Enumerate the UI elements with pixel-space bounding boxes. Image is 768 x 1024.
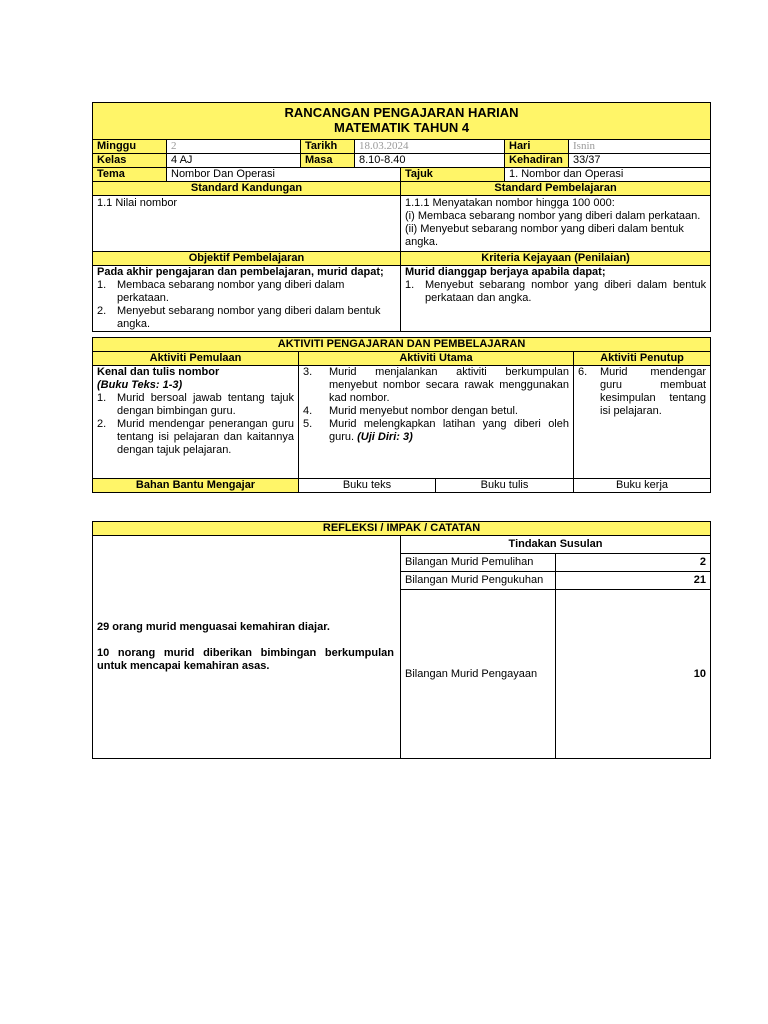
minggu-label: Minggu xyxy=(93,140,167,154)
pemulaan-label: Aktiviti Pemulaan xyxy=(93,352,299,366)
tema-value: Nombor Dan Operasi xyxy=(167,168,401,182)
masa-label: Masa xyxy=(301,154,355,168)
utama-content xyxy=(299,366,574,479)
list-item: 6. Murid mendengar guru membuat kesimpulan tentang isi pelajaran. xyxy=(578,366,707,417)
list-item: 1. Murid bersoal jawab tentang tajuk dengan bimbingan guru. xyxy=(97,392,294,417)
bbm-item-buku-teks: Buku teks xyxy=(299,479,436,493)
refleksi-note-2: 10 norang murid diberikan bimbingan berkumpulan untuk mencapai kemahiran asas. xyxy=(97,647,394,672)
masa-value: 8.10-8.40 xyxy=(355,154,505,168)
objektif-intro: Pada akhir pengajaran dan pembelajaran, murid dapat; xyxy=(97,266,384,278)
sp-line-1: 1.1.1 Menyatakan nombor hingga 100 000: xyxy=(405,197,615,209)
list-item: 5. Murid melengkapkan latihan yang diberi oleh guru. (Uji Diri: 3) xyxy=(303,418,569,443)
kriteria-label: Kriteria Kejayaan (Penilaian) xyxy=(401,252,711,266)
minggu-value: 2 xyxy=(167,140,301,154)
standard-pembelajaran-label: Standard Pembelajaran xyxy=(401,182,711,196)
rph-title xyxy=(93,103,711,140)
list-item: 4. Murid menyebut nombor dengan betul. xyxy=(303,405,518,417)
title-line-2: MATEMATIK TAHUN 4 xyxy=(334,120,470,135)
penutup-content xyxy=(574,366,711,479)
pemulaan-content xyxy=(93,366,299,479)
standard-kandungan-value: 1.1 Nilai nombor xyxy=(93,196,401,252)
standard-kandungan-label: Standard Kandungan xyxy=(93,182,401,196)
list-item: 1. Membaca sebarang nombor yang diberi dalam perkataan. xyxy=(97,279,345,304)
objektif-list xyxy=(97,279,396,331)
uji-diri-ref: (Uji Diri: 3) xyxy=(357,431,413,443)
refleksi-notes xyxy=(93,536,401,759)
pemulihan-value: 2 xyxy=(556,554,711,572)
kehadiran-value: 33/37 xyxy=(569,154,711,168)
list-item: 3. Murid menjalankan aktiviti berkumpulan menyebut nombor secara rawak menggunakan kad nombor. xyxy=(303,366,569,404)
kehadiran-label: Kehadiran xyxy=(505,154,569,168)
utama-list xyxy=(303,366,569,444)
utama-label: Aktiviti Utama xyxy=(299,352,574,366)
tema-label: Tema xyxy=(93,168,167,182)
kelas-label: Kelas xyxy=(93,154,167,168)
hari-value: Isnin xyxy=(569,140,711,154)
pemulihan-label: Bilangan Murid Pemulihan xyxy=(401,554,556,572)
hari-label: Hari xyxy=(505,140,569,154)
title-line-1: RANCANGAN PENGAJARAN HARIAN xyxy=(284,105,519,120)
objektif-label: Objektif Pembelajaran xyxy=(93,252,401,266)
aktiviti-title: AKTIVITI PENGAJARAN DAN PEMBELAJARAN xyxy=(93,338,711,352)
list-item: 1. Menyebut sebarang nombor yang diberi dalam bentuk perkataan dan angka. xyxy=(405,279,707,304)
pengayaan-value: 10 xyxy=(556,590,711,759)
pemulaan-list xyxy=(97,392,294,457)
kelas-value: 4 AJ xyxy=(167,154,301,168)
penutup-list xyxy=(578,366,706,418)
pengayaan-label: Bilangan Murid Pengayaan xyxy=(401,590,556,759)
pemulaan-ref: (Buku Teks: 1-3) xyxy=(97,379,183,391)
rph-main-table xyxy=(92,102,711,332)
bbm-item-buku-tulis: Buku tulis xyxy=(436,479,574,493)
bbm-item-buku-kerja: Buku kerja xyxy=(574,479,711,493)
standard-pembelajaran-value xyxy=(401,196,711,252)
refleksi-table xyxy=(92,521,711,759)
list-item: 2. Menyebut sebarang nombor yang diberi dalam bentuk angka. xyxy=(97,305,381,330)
tajuk-value: 1. Nombor dan Operasi xyxy=(505,168,711,182)
refleksi-title: REFLEKSI / IMPAK / CATATAN xyxy=(93,522,711,536)
bbm-label: Bahan Bantu Mengajar xyxy=(93,479,299,493)
tindakan-susulan-label: Tindakan Susulan xyxy=(401,536,711,554)
refleksi-note-1: 29 orang murid menguasai kemahiran diajar. xyxy=(97,621,330,633)
pengukuhan-label: Bilangan Murid Pengukuhan xyxy=(401,572,556,590)
list-item: 2. Murid mendengar penerangan guru tentang isi pelajaran dan kaitannya dengan tajuk pelajaran. xyxy=(97,418,294,456)
kriteria-intro: Murid dianggap berjaya apabila dapat; xyxy=(405,266,606,278)
aktiviti-table xyxy=(92,337,711,493)
kriteria-content xyxy=(401,266,711,332)
pemulaan-heading: Kenal dan tulis nombor xyxy=(97,366,220,378)
tarikh-value: 18.03.2024 xyxy=(355,140,505,154)
sp-line-3: (ii) Menyebut sebarang nombor yang diberi dalam bentuk angka. xyxy=(405,223,684,248)
penutup-label: Aktiviti Penutup xyxy=(574,352,711,366)
sp-line-2: (i) Membaca sebarang nombor yang diberi dalam perkataan. xyxy=(405,210,701,222)
kriteria-list xyxy=(405,279,706,305)
objektif-content xyxy=(93,266,401,332)
tajuk-label: Tajuk xyxy=(401,168,505,182)
pengukuhan-value: 21 xyxy=(556,572,711,590)
tarikh-label: Tarikh xyxy=(301,140,355,154)
